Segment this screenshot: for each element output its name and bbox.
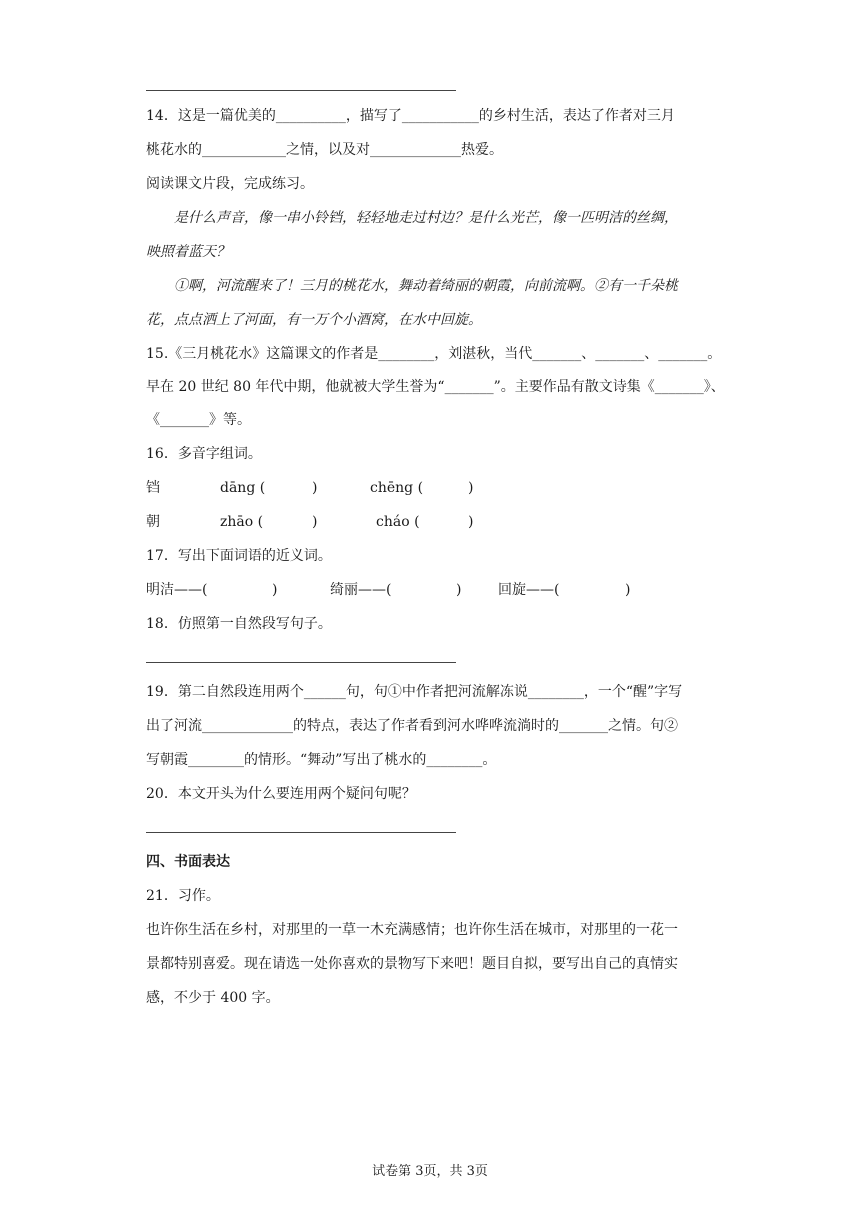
q17-item2-end: ) [456,582,462,598]
q17-item3: 回旋——( [498,582,560,598]
passage-p1-line2: 映照着蓝天？ [146,244,230,260]
q15-line2: 早在 20 世纪 80 年代中期，他就被大学生誉为“_______”。主要作品有散文诗集《_______》、 [146,379,725,395]
q21-line2: 景都特别喜爱。现在请选一处你喜欢的景物写下来吧！题目自拟，要写出自己的真情实 [146,956,678,972]
reading-instruction: 阅读课文片段，完成练习。 [146,176,314,192]
q14-line1: 14．这是一篇优美的__________，描写了___________的乡村生活，表达了作者对三月 [146,108,675,124]
q16-row1-char: 铛 [146,480,160,496]
q21-line1: 也许你生活在乡村，对那里的一草一木充满感情；也许你生活在城市，对那里的一花一 [146,922,678,938]
passage-p1-line1: 是什么声音，像一串小铃铛，轻轻地走过村边？是什么光芒，像一匹明洁的丝绸， [174,210,678,226]
q14-line2: 桃花水的____________之情，以及对_____________热爱。 [146,142,503,158]
q17-item1-end: ) [272,582,278,598]
q19-line1: 19．第二自然段连用两个______句，句①中作者把河流解冻说________，一个“醒”字写 [146,684,683,700]
q16-row1-b-end: ) [468,480,474,496]
q20-answer-line [146,832,456,833]
q16-row2-b: cháo ( [376,514,420,530]
q19-line2: 出了河流_____________的特点，表达了作者看到河水哗哗流淌时的_______之情。句② [146,718,678,734]
q17-title: 17．写出下面词语的近义词。 [146,548,332,564]
q17-item3-end: ) [625,582,631,598]
passage-p2-line1: ①啊，河流醒来了！三月的桃花水，舞动着绮丽的朝霞，向前流啊。②有一千朵桃 [174,278,678,294]
section-heading: 四、书面表达 [146,854,230,870]
q16-title: 16．多音字组词。 [146,446,262,462]
answer-line-top [146,90,456,91]
page-footer: 试卷第 3页，共 3页 [372,1164,488,1179]
passage-p2-line2: 花，点点洒上了河面，有一万个小酒窝，在水中回旋。 [146,312,482,328]
q16-row1-a: dāng ( [220,480,266,496]
q16-row2-a-end: ) [312,514,318,530]
q16-row1-b: chēng ( [370,480,424,496]
q21-title: 21．习作。 [146,888,220,904]
q16-row2-b-end: ) [468,514,474,530]
q17-item1: 明洁——( [146,582,208,598]
q18-title: 18．仿照第一自然段写句子。 [146,616,332,632]
q20-title: 20．本文开头为什么要连用两个疑问句呢？ [146,786,416,802]
q16-row2-char: 朝 [146,514,160,530]
q21-line3: 感，不少于 400 字。 [146,990,280,1006]
q16-row2-a: zhāo ( [220,514,264,530]
q15-line3: 《_______》等。 [146,412,251,428]
q19-line3: 写朝霞________的情形。“舞动”写出了桃水的________。 [146,752,497,768]
q16-row1-a-end: ) [312,480,318,496]
q17-item2: 绮丽——( [330,582,392,598]
q15-line1: 15.《三月桃花水》这篇课文的作者是________，刘湛秋，当代_______、_______、_______。 [146,346,722,362]
q18-answer-line [146,662,456,663]
